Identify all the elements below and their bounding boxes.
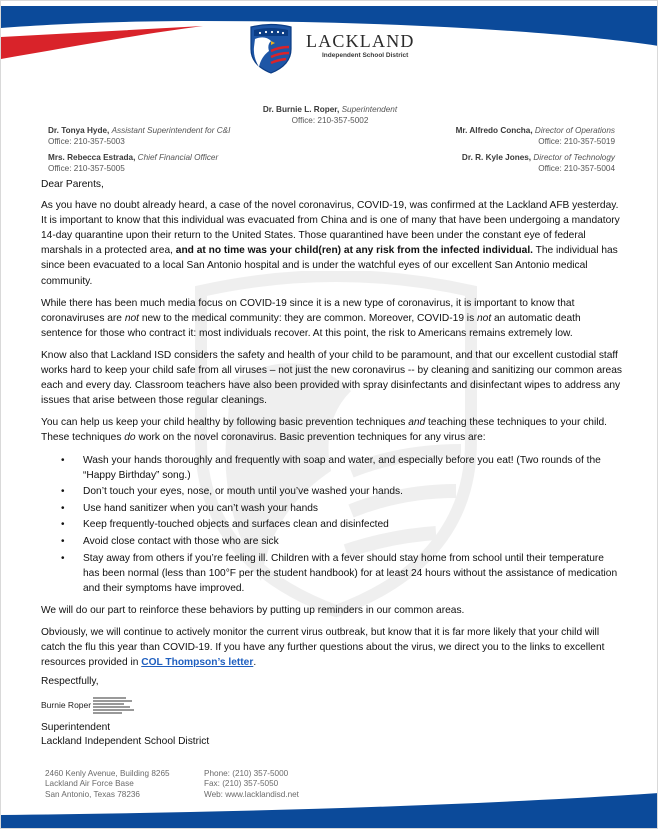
staff-name: Dr. Burnie L. Roper, (262, 105, 340, 114)
staff-director-technology (462, 153, 615, 174)
prevention-tips-list (41, 453, 623, 596)
emphasis: not (124, 312, 139, 324)
letter-body (41, 177, 623, 677)
fax-number: Fax: (210) 357-5050 (204, 779, 279, 789)
staff-name: Dr. Tonya Hyde, (48, 126, 110, 135)
col-thompson-letter-link[interactable]: COL Thompson’s letter (141, 657, 254, 669)
paragraph-reminders: We will do our part to reinforce these behaviors by putting up reminders in our common areas. (41, 604, 465, 616)
district-brand (306, 31, 415, 60)
paragraph-custodial-staff: Know also that Lackland ISD considers the safety and health of your child to be paramount, and that our excellent custodial staff works hard to keep your child safe from all viruses – not just the new coronavirus -- by cleaning and sanitizing our common areas each and every day. Classroom teachers have also been provided with spray disinfectants and disinfectant wipes to address any issues that arise between those regular cleanings. (41, 349, 622, 407)
phone-number: Phone: (210) 357-5000 (204, 769, 289, 778)
address-line: Lackland Air Force Base (45, 779, 134, 789)
list-item: • Stay away from others if you’re feeling ill. Children with a fever should stay home from school until their temperature has been normal (less than 100°F per the student handbook) for at least 24 hours without the assistance of medication and their symptoms have improved. (83, 551, 623, 596)
address-line: San Antonio, Texas 78236 (45, 789, 140, 799)
salutation: Dear Parents, (41, 179, 104, 190)
text-run: Obviously, we will continue to actively monitor the current virus outbreak, but know that it is far more likely that your child will catch the flu this year than COVID-19. If you have any further questions about the virus, we direct you to the links to excellent resources provided in (41, 626, 605, 669)
emphasis: and (408, 417, 426, 429)
website: Web: www.lacklandisd.net (204, 789, 299, 799)
staff-title: Director of Technology (533, 153, 615, 162)
text-run: new to the medical community: they are common. Moreover, COVID-19 is (138, 312, 477, 324)
text-run: work on the novel coronavirus. Basic prevention techniques for any virus are: (135, 432, 486, 444)
text-run: As you have no doubt already heard, a case of the novel coronavirus, COVID-19, was confirmed at the Lackland AFB yesterday. It is important to know that this individual was evacuated from China and is one of many that have been undergoing a mandatory 14-day quarantine upon their return to the United States. Those quarantined have been under the constant eye of federal marshals in a protected area, (41, 200, 620, 257)
paragraph-media-focus (41, 296, 623, 341)
staff-office: Office: 210-357-5005 (48, 163, 125, 173)
address-line: 2460 Kenly Avenue, Building 8265 (45, 769, 170, 778)
list-item: • Don’t touch your eyes, nose, or mouth until you’ve washed your hands. (83, 484, 623, 499)
staff-name: Mr. Alfredo Concha, (455, 126, 533, 135)
staff-office: Office: 210-357-5004 (538, 163, 615, 173)
staff-director-operations (456, 126, 615, 147)
paragraph-monitoring (41, 625, 623, 670)
footer-wave-banner (1, 791, 658, 829)
staff-name: Mrs. Rebecca Estrada, (48, 153, 136, 162)
signature-stamp-icon (92, 695, 136, 717)
list-item: • Keep frequently-touched objects and surfaces clean and disinfected (83, 517, 623, 532)
district-name: LACKLAND (306, 31, 415, 51)
text-run: You can help us keep your child healthy by following basic prevention techniques (41, 417, 409, 429)
closing: Respectfully, (41, 676, 99, 687)
staff-title: Chief Financial Officer (137, 153, 219, 162)
text-run: While there has been much media focus on COVID-19 since it is a new type of coronavirus, it is important to know that coronaviruses are (41, 297, 575, 324)
emphasis: not (477, 312, 492, 324)
signed-name: Burnie Roper (41, 700, 92, 711)
list-item: • Wash your hands thoroughly and frequently with soap and water, and especially before you eat! (Two rounds of the “Happy Birthday” song.) (83, 453, 623, 483)
eagle-shield-logo-icon (247, 23, 295, 75)
signer-organization: Lackland Independent School District (41, 736, 210, 747)
staff-office: Office: 210-357-5003 (48, 136, 125, 146)
staff-name: Dr. R. Kyle Jones, (461, 153, 532, 162)
bold-reassurance: and at no time was your child(ren) at any risk from the infected individual. (175, 245, 533, 257)
footer-blue-swoosh (1, 793, 658, 828)
header-red-swoosh (1, 26, 203, 59)
staff-title: Assistant Superintendent for C&I (111, 126, 231, 135)
staff-title: Director of Operations (534, 126, 615, 135)
list-item: • Avoid close contact with those who are sick (83, 534, 623, 549)
staff-superintendent (1, 105, 658, 126)
paragraph-case-confirmed (41, 198, 623, 289)
signature-block (41, 675, 209, 750)
staff-title: Superintendent (341, 105, 398, 114)
list-item: • Use hand sanitizer when you can’t wash your hands (83, 501, 623, 516)
signer-title: Superintendent (41, 721, 111, 733)
text-run: teaching these techniques to your child. These techniques (41, 417, 607, 444)
staff-office: Office: 210-357-5019 (538, 136, 615, 146)
text-run: The individual has since been evacuated to a local San Antonio hospital and is under the watchful eyes of our excellent San Antonio medical community. (41, 245, 618, 287)
text-run: . (253, 657, 257, 669)
district-subtitle: Independent School District (322, 52, 409, 59)
staff-assistant-superintendent (48, 126, 230, 147)
staff-office: Office: 210-357-5002 (291, 115, 369, 125)
emphasis: do (124, 432, 136, 444)
text-run: an automatic death sentence for those who contract it: most individuals recover. At this point, the risk to Americans remains extremely low. (41, 312, 581, 339)
staff-cfo (48, 153, 218, 174)
paragraph-prevention-intro (41, 415, 623, 445)
digital-signature (41, 695, 209, 717)
